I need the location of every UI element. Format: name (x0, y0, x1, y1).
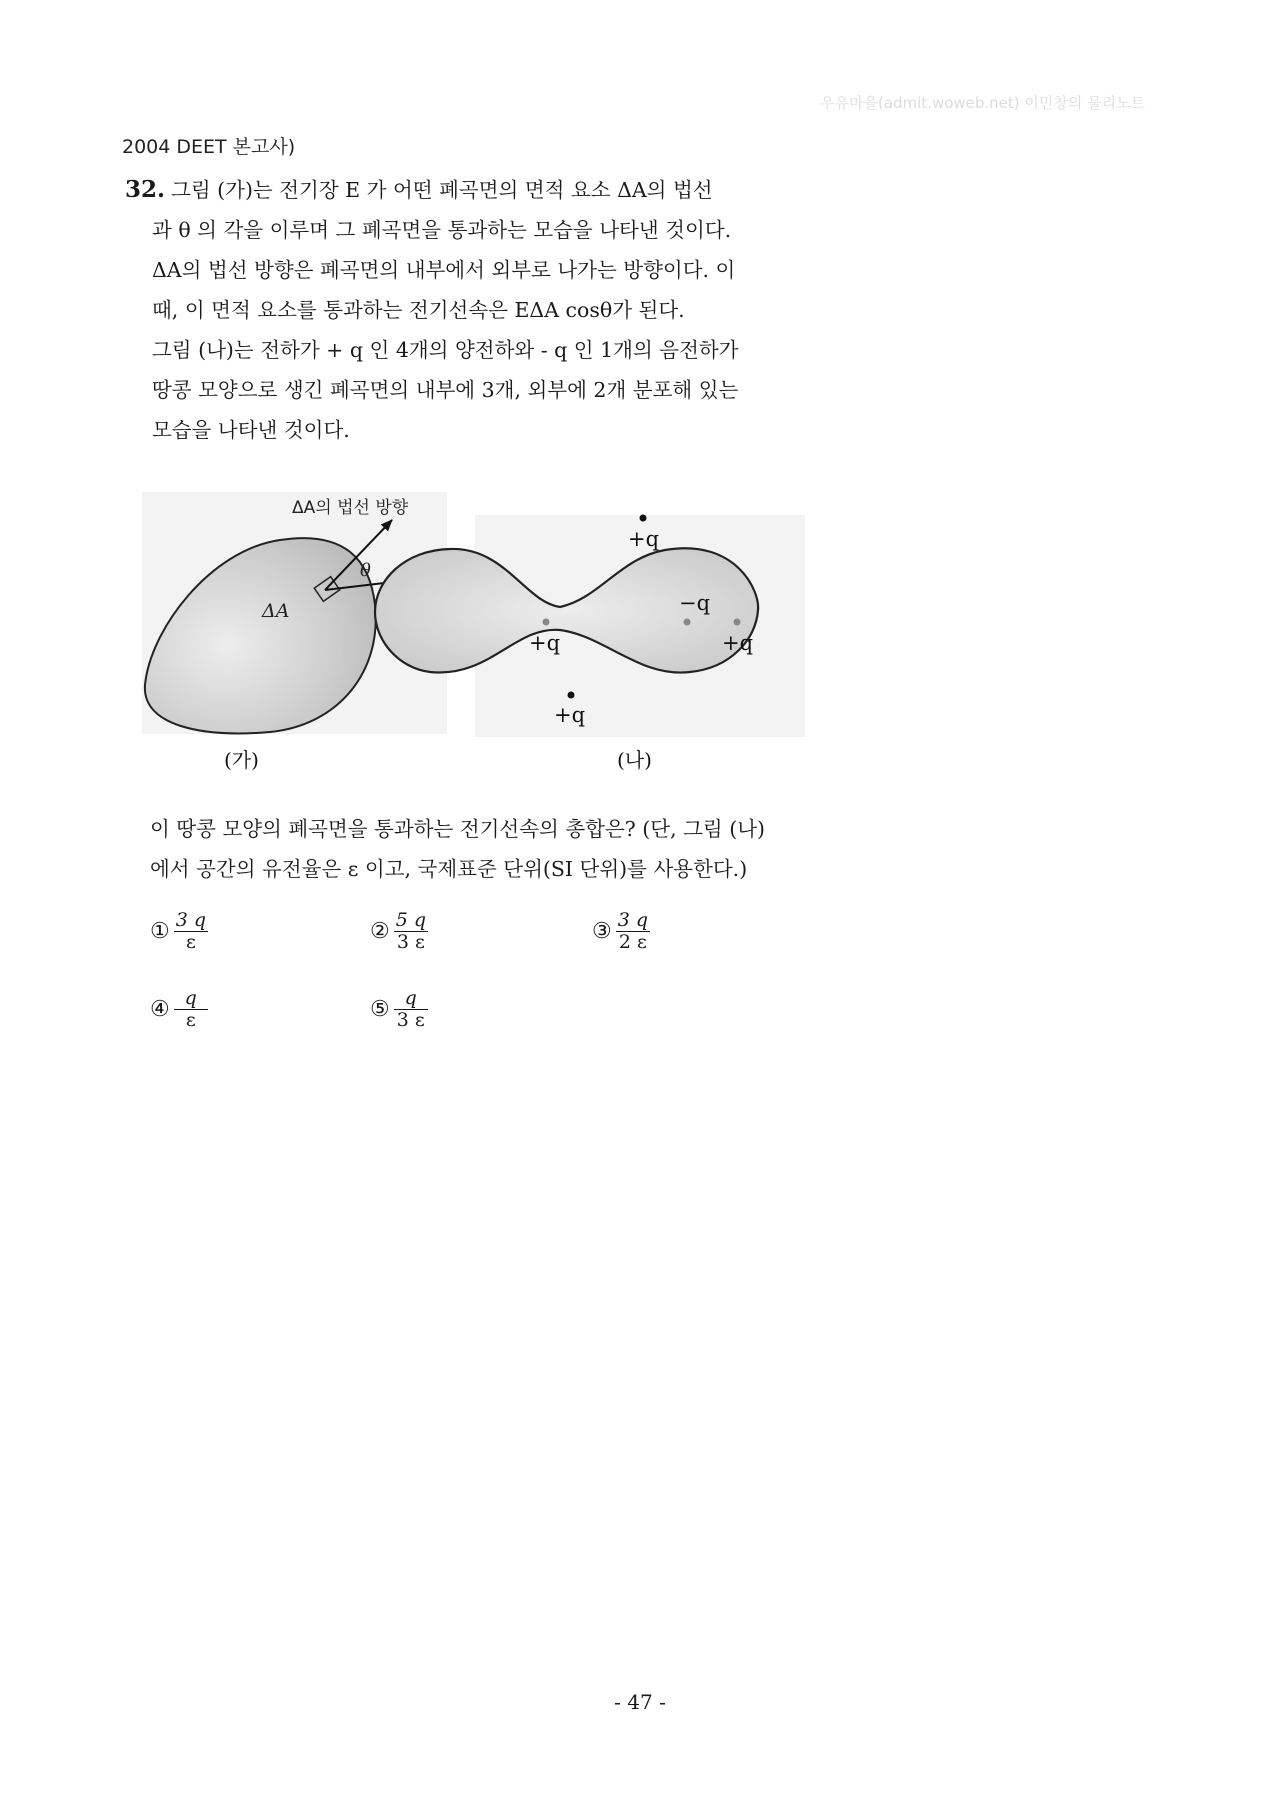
question-text-4: 때, 이 면적 요소를 통과하는 전기선속은 EΔA cosθ가 된다. (152, 298, 685, 322)
charge-label-right: +q (722, 631, 754, 655)
charge-label-bottom: +q (554, 703, 586, 727)
choice-2-fraction (394, 910, 428, 953)
question-text-6: 땅콩 모양으로 생긴 폐곡면의 내부에 3개, 외부에 2개 분포해 있는 (152, 378, 739, 402)
choice-4-mark: ④ (150, 996, 170, 1022)
question-number: 32. (125, 176, 166, 203)
question-line-1 (125, 170, 825, 210)
figure-b-caption: (나) (617, 748, 652, 772)
charge-dot-top (640, 515, 647, 522)
question-text-2: 과 θ 의 각을 이루며 그 폐곡면을 통과하는 모습을 나타낸 것이다. (152, 218, 732, 242)
choice-5-numerator: q (404, 987, 417, 1009)
choice-2-numerator: 5 q (395, 909, 427, 931)
question-text-3: ΔA의 법선 방향은 폐곡면의 내부에서 외부로 나가는 방향이다. 이 (152, 258, 736, 282)
choice-3-denominator: 2 ε (618, 930, 647, 953)
choice-1-numerator: 3 q (175, 909, 207, 931)
follow-line-1 (150, 809, 830, 849)
source-label: 2004 DEET 본고사) (122, 136, 296, 158)
choice-3-fraction (616, 910, 650, 953)
choice-1-mark: ① (150, 918, 170, 944)
question-text-7: 모습을 나타낸 것이다. (152, 418, 350, 442)
choice-3-numerator: 3 q (617, 909, 649, 931)
charge-dot-left (543, 619, 550, 626)
choice-1[interactable] (150, 910, 208, 953)
charge-dot-negative (684, 619, 691, 626)
choice-5-fraction (394, 988, 428, 1031)
choice-1-denominator: ε (185, 930, 196, 953)
follow-text-1: 이 땅콩 모양의 폐곡면을 통과하는 전기선속의 총합은? (단, 그림 (나) (150, 817, 766, 841)
choice-4-numerator: q (184, 987, 197, 1009)
choice-2-mark: ② (370, 918, 390, 944)
choice-4-fraction (174, 988, 208, 1031)
question-text-5: 그림 (나)는 전하가 + q 인 4개의 양전하와 - q 인 1개의 음전하가 (152, 338, 739, 362)
area-label: ΔA (262, 600, 290, 622)
charge-dot-right (734, 619, 741, 626)
charge-label-negative: −q (679, 591, 711, 615)
choice-5-denominator: 3 ε (396, 1008, 425, 1031)
choice-3[interactable] (592, 910, 650, 953)
choice-2[interactable] (370, 910, 428, 953)
follow-up-question (150, 809, 830, 889)
follow-line-2 (150, 849, 830, 889)
question-line-4 (125, 290, 825, 330)
choice-4[interactable] (150, 988, 208, 1031)
choice-4-denominator: ε (185, 1008, 196, 1031)
question-line-7 (125, 410, 825, 450)
question-line-5 (125, 330, 825, 370)
choice-5[interactable] (370, 988, 428, 1031)
follow-text-2: 에서 공간의 유전율은 ε 이고, 국제표준 단위(SI 단위)를 사용한다.) (150, 857, 748, 881)
question-line-2 (125, 210, 825, 250)
choice-5-mark: ⑤ (370, 996, 390, 1022)
figure-a-caption: (가) (224, 748, 259, 772)
charge-dot-bottom (568, 692, 575, 699)
page-number: - 47 - (614, 1690, 666, 1714)
normal-direction-label: ΔA의 법선 방향 (292, 498, 409, 518)
charge-label-left: +q (529, 631, 561, 655)
question-line-3 (125, 250, 825, 290)
watermark: 우유마을(admit.woweb.net) 이민창의 물리노트 (820, 94, 1146, 112)
question-block (125, 170, 825, 450)
choice-2-denominator: 3 ε (396, 930, 425, 953)
charge-label-top: +q (628, 527, 660, 551)
theta-label: θ (360, 560, 371, 581)
choice-1-fraction (174, 910, 208, 953)
question-line-6 (125, 370, 825, 410)
choice-3-mark: ③ (592, 918, 612, 944)
question-text-1: 그림 (가)는 전기장 E 가 어떤 폐곡면의 면적 요소 ΔA의 법선 (171, 178, 713, 202)
figure-area (130, 480, 830, 780)
